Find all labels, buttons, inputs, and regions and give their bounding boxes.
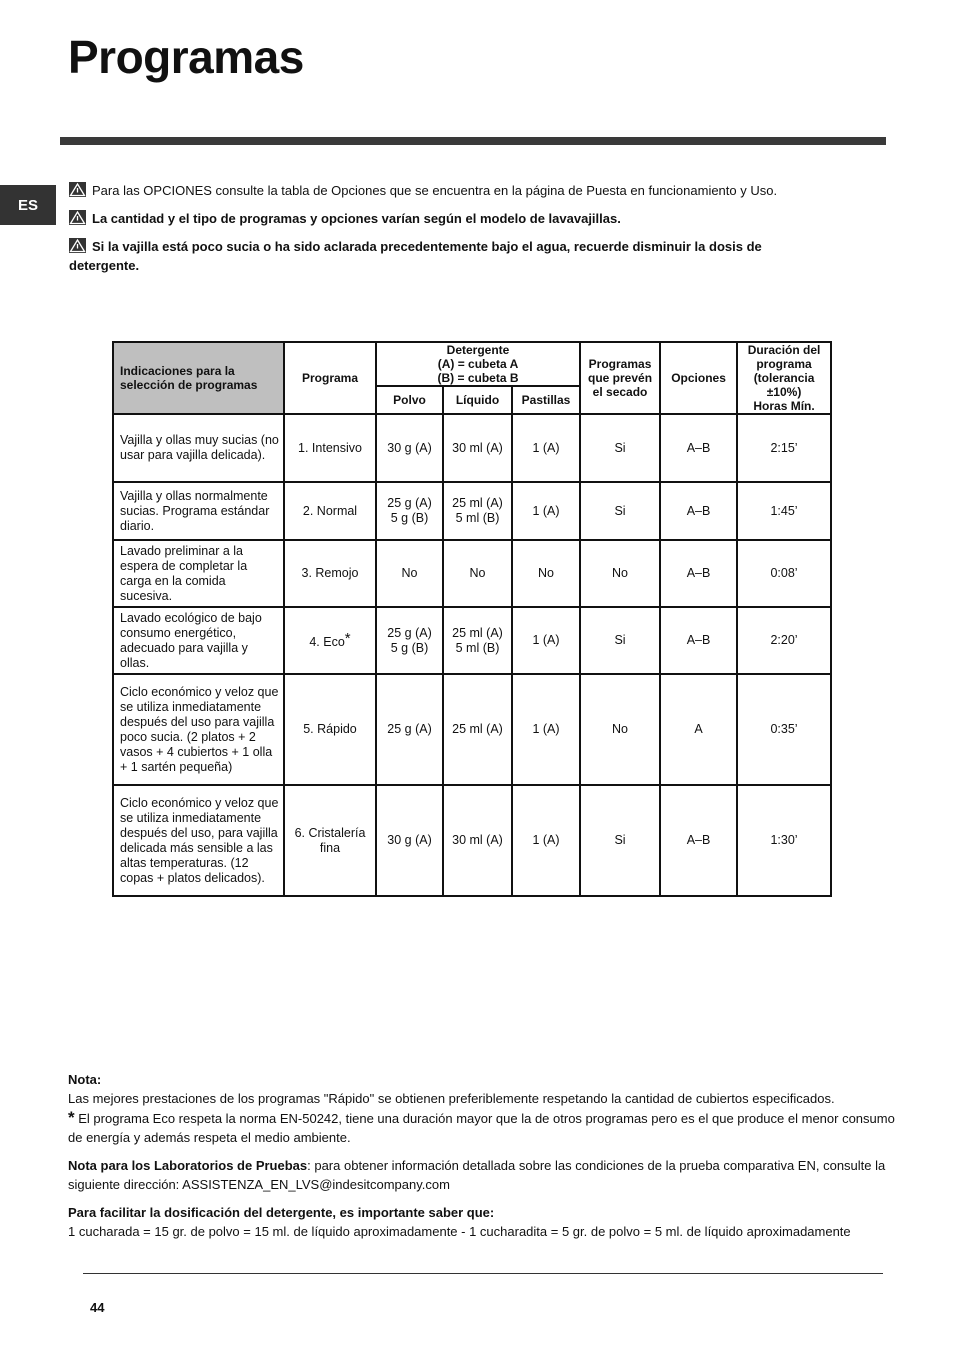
cell-desc: Lavado ecológico de bajo consumo energético, adecuado para vajilla y ollas. bbox=[113, 607, 284, 674]
top-divider bbox=[60, 137, 886, 145]
cell-pastillas: 1 (A) bbox=[512, 785, 580, 896]
cell-duracion: 2:20’ bbox=[737, 607, 831, 674]
table-row bbox=[113, 785, 831, 896]
language-tab: ES bbox=[0, 185, 56, 225]
page-number: 44 bbox=[90, 1300, 105, 1315]
cell-pastillas: 1 (A) bbox=[512, 674, 580, 785]
header-detergente: Detergente (A) = cubeta A (B) = cubeta B bbox=[376, 342, 580, 386]
cell-liquido: 25 ml (A) 5 ml (B) bbox=[443, 482, 512, 540]
cell-duracion: 1:45’ bbox=[737, 482, 831, 540]
cell-programa: 6. Cristalería fina bbox=[284, 785, 376, 896]
eco-note bbox=[68, 1108, 908, 1147]
cell-opciones: A–B bbox=[660, 414, 737, 482]
lab-note-label: Nota para los Laboratorios de Pruebas bbox=[68, 1158, 308, 1173]
warning-note bbox=[69, 209, 621, 228]
table-row bbox=[113, 674, 831, 785]
table-row bbox=[113, 414, 831, 482]
cell-liquido: 25 ml (A) 5 ml (B) bbox=[443, 607, 512, 674]
dosing-text: 1 cucharada = 15 gr. de polvo = 15 ml. de líquido aproximadamente - 1 cucharadita = 5 gr. de polvo = 5 ml. de líquido aproximadamente bbox=[68, 1224, 851, 1239]
cell-opciones: A–B bbox=[660, 607, 737, 674]
warning-text: Para las OPCIONES consulte la tabla de Opciones que se encuentra en la página de Puesta en funcionamiento y Uso. bbox=[92, 183, 778, 198]
warning-icon bbox=[69, 210, 86, 225]
cell-liquido: No bbox=[443, 540, 512, 607]
cell-secado: No bbox=[580, 540, 660, 607]
cell-opciones: A bbox=[660, 674, 737, 785]
cell-opciones: A–B bbox=[660, 540, 737, 607]
cell-polvo: No bbox=[376, 540, 443, 607]
header-pastillas: Pastillas bbox=[512, 386, 580, 414]
header-indicaciones: Indicaciones para la selección de programas bbox=[113, 342, 284, 414]
cell-polvo: 25 g (A) 5 g (B) bbox=[376, 482, 443, 540]
cell-duracion: 1:30’ bbox=[737, 785, 831, 896]
cell-duracion: 0:08’ bbox=[737, 540, 831, 607]
table-row bbox=[113, 482, 831, 540]
cell-duracion: 2:15’ bbox=[737, 414, 831, 482]
cell-secado: Si bbox=[580, 482, 660, 540]
header-programa: Programa bbox=[284, 342, 376, 414]
warning-icon bbox=[69, 182, 86, 197]
warning-note bbox=[69, 237, 829, 275]
cell-secado: No bbox=[580, 674, 660, 785]
cell-secado: Si bbox=[580, 785, 660, 896]
cell-liquido: 30 ml (A) bbox=[443, 414, 512, 482]
cell-desc: Ciclo económico y veloz que se utiliza inmediatamente después del uso para vajilla poco sucia. (2 platos + 2 vasos + 4 cubiertos + 1 olla + 1 sartén pequeña) bbox=[113, 674, 284, 785]
eco-note-text: El programa Eco respeta la norma EN-50242, tiene una duración mayor que la de otros programas pero es el que produce el menor consumo de energía y además respeta el medio ambiente. bbox=[68, 1111, 895, 1145]
cell-polvo: 30 g (A) bbox=[376, 414, 443, 482]
cell-opciones: A–B bbox=[660, 482, 737, 540]
cell-pastillas: 1 (A) bbox=[512, 414, 580, 482]
page-title: Programas bbox=[68, 31, 304, 83]
table-row bbox=[113, 540, 831, 607]
lab-note bbox=[68, 1156, 908, 1194]
cell-programa: 1. Intensivo bbox=[284, 414, 376, 482]
lab-note-text: : para obtener información detallada sobre las condiciones de la prueba comparativa EN, consulte la siguiente dirección: ASSISTENZA_EN_LVS@indesitcompany.com bbox=[68, 1158, 886, 1192]
cell-programa: 4. Eco* bbox=[284, 607, 376, 674]
cell-liquido: 25 ml (A) bbox=[443, 674, 512, 785]
nota-label: Nota: bbox=[68, 1072, 102, 1087]
nota-text: Las mejores prestaciones de los programas "Rápido" se obtienen preferiblemente respetando la cantidad de cubiertos especificados. bbox=[68, 1091, 835, 1106]
cell-polvo: 25 g (A) 5 g (B) bbox=[376, 607, 443, 674]
header-duracion: Duración del programa (tolerancia ±10%) Horas Mín. bbox=[737, 342, 831, 414]
cell-duracion: 0:35’ bbox=[737, 674, 831, 785]
warning-text: La cantidad y el tipo de programas y opciones varían según el modelo de lavavajillas. bbox=[92, 211, 621, 226]
cell-secado: Si bbox=[580, 607, 660, 674]
eco-star: * bbox=[344, 630, 351, 647]
cell-programa: 2. Normal bbox=[284, 482, 376, 540]
cell-desc: Vajilla y ollas normalmente sucias. Programa estándar diario. bbox=[113, 482, 284, 540]
header-opciones: Opciones bbox=[660, 342, 737, 414]
notes-section bbox=[68, 1070, 908, 1241]
cell-polvo: 25 g (A) bbox=[376, 674, 443, 785]
warning-text: Si la vajilla está poco sucia o ha sido aclarada precedentemente bajo el agua, recuerde disminuir la dosis de detergente. bbox=[69, 239, 762, 273]
cell-liquido: 30 ml (A) bbox=[443, 785, 512, 896]
header-liquido: Líquido bbox=[443, 386, 512, 414]
cell-polvo: 30 g (A) bbox=[376, 785, 443, 896]
cell-programa: 5. Rápido bbox=[284, 674, 376, 785]
cell-programa: 3. Remojo bbox=[284, 540, 376, 607]
dosing-label: Para facilitar la dosificación del detergente, es importante saber que: bbox=[68, 1205, 495, 1220]
cell-pastillas: No bbox=[512, 540, 580, 607]
cell-desc: Vajilla y ollas muy sucias (no usar para vajilla delicada). bbox=[113, 414, 284, 482]
warning-note bbox=[69, 181, 777, 200]
cell-secado: Si bbox=[580, 414, 660, 482]
cell-desc: Ciclo económico y veloz que se utiliza inmediatamente después del uso, para vajilla delicada más sensible a las altas temperaturas. (12 copas + platos delicados). bbox=[113, 785, 284, 896]
cell-pastillas: 1 (A) bbox=[512, 607, 580, 674]
eco-note-star: * bbox=[68, 1108, 75, 1127]
cell-desc: Lavado preliminar a la espera de completar la carga en la comida sucesiva. bbox=[113, 540, 284, 607]
warning-icon bbox=[69, 238, 86, 253]
bottom-divider bbox=[83, 1273, 883, 1274]
table-row bbox=[113, 607, 831, 674]
header-secado: Programas que prevén el secado bbox=[580, 342, 660, 414]
cell-pastillas: 1 (A) bbox=[512, 482, 580, 540]
header-polvo: Polvo bbox=[376, 386, 443, 414]
programs-table bbox=[112, 341, 832, 897]
cell-opciones: A–B bbox=[660, 785, 737, 896]
